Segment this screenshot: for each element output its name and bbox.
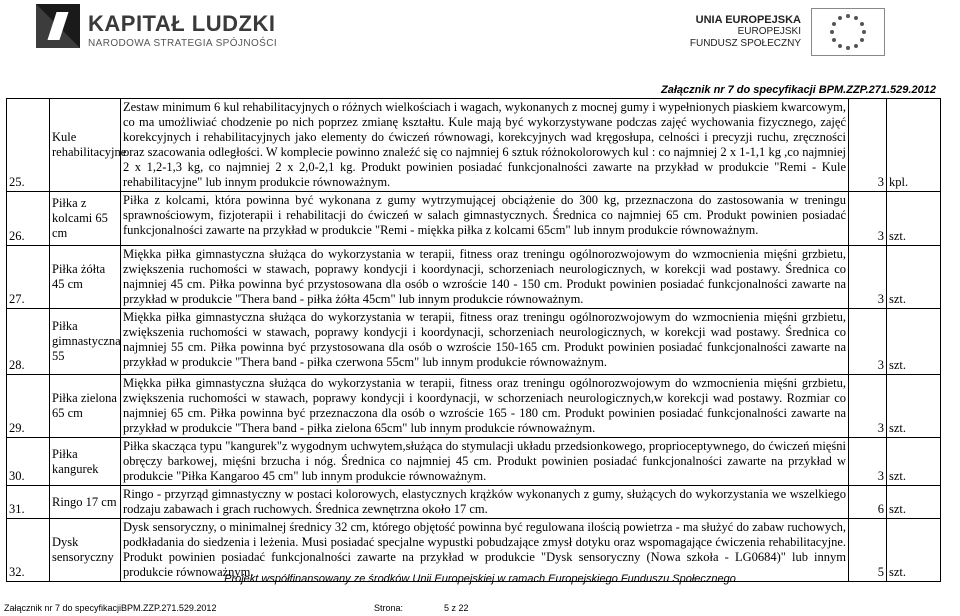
document-reference: Załącznik nr 7 do specyfikacjiBPM.ZZP.271.529.2012 — [4, 603, 217, 613]
item-unit: szt. — [887, 192, 941, 246]
item-number: 29. — [7, 375, 50, 438]
table-row — [7, 246, 941, 309]
kapital-ludzki-title: KAPITAŁ LUDZKI — [88, 11, 276, 36]
item-quantity: 5 — [849, 519, 887, 582]
eu-flag-icon — [811, 8, 885, 56]
item-description: Piłka z kolcami, która powinna być wykonana z gumy wytrzymującej obciążenie do 300 kg, przeznaczona do zastosowania w treningu sprawnościowym, fizjoterapii i rehabilitacji do ćwiczeń w salach gimnastycznych. Średnica co najmniej 65 cm. Produkt powinien posiadać funkcjonalności zawarte na przykład w produkcie "Remi - miękka piłka z kolcami 65cm" lub innym produkcie równoważnym. — [121, 192, 849, 246]
kapital-ludzki-emblem-icon — [36, 4, 80, 48]
table-row — [7, 375, 941, 438]
item-description: Miękka piłka gimnastyczna służąca do wykorzystania w terapii, fitness oraz treningu ogólnorozwojowym do wzmocnienia mięśni grzbietu, zwiększenia ruchomości w stawach, poprawy kondycji i koordynacji, w schorzeniach neurologicznych,w korekcji wad postawy. Rozmiar co najmniej 65 cm. Piłka powinna być przeznaczona dla osób o wzroście 165 - 180 cm. Produkt powinien posiadać funkcjonalności zawarte na przykład w produkcie "Thera band - piłka zielona 65cm" lub innym produkcie równoważnym. — [121, 375, 849, 438]
table-row — [7, 309, 941, 375]
annex-title: Załącznik nr 7 do specyfikacji BPM.ZZP.271.529.2012 — [661, 84, 936, 96]
item-quantity: 3 — [849, 99, 887, 192]
items-table — [6, 98, 941, 582]
item-name: Piłka żółta 45 cm — [50, 246, 121, 309]
item-number: 26. — [7, 192, 50, 246]
item-description: Dysk sensoryczny, o minimalnej średnicy 32 cm, którego objętość powinna być regulowana ilością powietrza - ma służyć do zabaw ruchowych, podkładania do siedzenia i leżenia. Musi posiadać specjalne wypustki pobudzające zmysł dotyku oraz wspomagające ćwiczenia rehabilitacyjne. Produkt powinien posiadać funkcjonalności zawarte na przykład w produkcie "Dysk sensoryczny (Nowa szkoła - LG0684)" lub innym produkcie równoważnym. — [121, 519, 849, 582]
item-name: Piłka kangurek — [50, 438, 121, 486]
item-quantity: 3 — [849, 375, 887, 438]
item-unit: szt. — [887, 486, 941, 519]
item-quantity: 3 — [849, 246, 887, 309]
page-header — [0, 0, 960, 96]
item-unit: szt. — [887, 246, 941, 309]
page-number: 5 z 22 — [444, 603, 469, 613]
item-quantity: 3 — [849, 438, 887, 486]
item-number: 31. — [7, 486, 50, 519]
item-description: Miękka piłka gimnastyczna służąca do wykorzystania w terapii, fitness oraz treningu ogólnorozwojowym do wzmocnienia mięśni grzbietu, zwiększenia ruchomości w stawach, poprawy kondycji i koordynacji, schorzeniach neurologicznych, w korekcji wad postawy. Średnica co najmniej 55 cm. Piłka powinna być przystosowana dla osób o wzroście 150-165 cm. Produkt powinien posiadać funkcjonalności zawarte na przykład w produkcie "Thera band - piłka czerwona 55cm" lub innym produkcie równoważnym. — [121, 309, 849, 375]
item-name: Piłka zielona 65 cm — [50, 375, 121, 438]
page-label: Strona: — [374, 603, 404, 613]
item-unit: szt. — [887, 438, 941, 486]
item-unit: szt. — [887, 519, 941, 582]
item-name: Piłka gimnastyczna 55 — [50, 309, 121, 375]
item-number: 32. — [7, 519, 50, 582]
item-quantity: 3 — [849, 309, 887, 375]
item-number: 30. — [7, 438, 50, 486]
eu-logo — [681, 8, 911, 54]
item-quantity: 3 — [849, 192, 887, 246]
eu-logo-line1: UNIA EUROPEJSKA — [695, 14, 801, 26]
eu-logo-text — [681, 14, 801, 50]
kapital-ludzki-subtitle: NARODOWA STRATEGIA SPÓJNOŚCI — [88, 38, 278, 49]
item-unit: szt. — [887, 375, 941, 438]
item-description: Piłka skacząca typu "kangurek"z wygodnym uchwytem,służąca do stymulacji układu przedsionkowego, proprioceptywnego, do ćwiczeń mięśni obręczy barkowej, mięśni brzucha i nóg. Średnica co najmniej 45 cm. Produkt powinien posiadać funkcjonalności zawarte na przykład w produkcie "Piłka Kangaroo 45 cm" lub innym produkcie równoważnym. — [121, 438, 849, 486]
items-table-body — [7, 99, 941, 582]
table-row — [7, 486, 941, 519]
eu-logo-line3: FUNDUSZ SPOŁECZNY — [689, 38, 801, 49]
table-row — [7, 99, 941, 192]
kapital-ludzki-logo — [36, 4, 278, 49]
item-name: Ringo 17 cm — [50, 486, 121, 519]
item-name: Kule rehabilitacyjne — [50, 99, 121, 192]
item-number: 28. — [7, 309, 50, 375]
item-unit: kpl. — [887, 99, 941, 192]
item-name: Dysk sensoryczny — [50, 519, 121, 582]
item-description: Ringo - przyrząd gimnastyczny w postaci kolorowych, elastycznych krążków wykonanych z gumy, służących do wykorzystania we wszelkiego rodzaju zabawach i grach ruchowych. Średnica zewnętrzna około 17 cm. — [121, 486, 849, 519]
project-footer-text: Projekt współfinansowany ze środków Unii Europejskiej w ramach Europejskiego Funduszu Społecznego — [224, 573, 736, 585]
item-number: 27. — [7, 246, 50, 309]
table-row — [7, 192, 941, 246]
eu-logo-line2: EUROPEJSKI — [737, 26, 801, 37]
item-number: 25. — [7, 99, 50, 192]
table-row — [7, 438, 941, 486]
item-description: Zestaw minimum 6 kul rehabilitacyjnych o różnych wielkościach i wagach, wykonanych z mocnej gumy i wypełnionych piaskiem kwarcowym, co ma umożliwiać chodzenie po nich poprzez zmianę kształtu. Kule mają być wykorzystywane podczas zajęć wychowania fizycznego, zajęć korekcyjnych i rehabilitacyjnych jako elementy do ćwiczeń równowagi, korekcyjnych wad kręgosłupa, celności i precyzji ruchu, zręczności oraz szacowania odległości. W komplecie powinno znaleźć się co najmniej 6 sztuk różnokolorowych kul : co najmniej 2 x 1-1,1 kg ,co najmniej 2 x 1,2-1,3 kg, co najmniej 2 x 2,0-2,1 kg. Produkt powinien posiadać funkcjonalności zawarte na przykład w produkcie "Remi - Kule rehabilitacyjne" lub innym produkcie równoważnym. — [121, 99, 849, 192]
item-quantity: 6 — [849, 486, 887, 519]
item-description: Miękka piłka gimnastyczna służąca do wykorzystania w terapii, fitness oraz treningu ogólnorozwojowym do wzmocnienia mięśni grzbietu, zwiększenia ruchomości w stawach, poprawy kondycji i koordynacji, schorzeniach neurologicznych, w korekcji wad postawy. Średnica co najmniej 45 cm. Piłka powinna być przystosowana dla osób o wzroście 140 - 150 cm. Produkt powinien posiadać funkcjonalności zawarte na przykład w produkcie "Thera band - piłka żółta 45cm" lub innym produkcie równoważnym. — [121, 246, 849, 309]
item-unit: szt. — [887, 309, 941, 375]
item-name: Piłka z kolcami 65 cm — [50, 192, 121, 246]
